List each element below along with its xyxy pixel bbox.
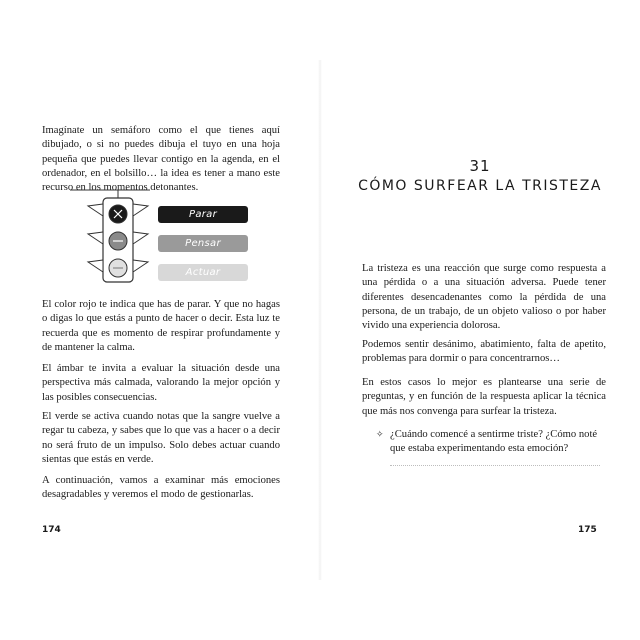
page-number-left: 174 — [42, 525, 61, 535]
right-page — [320, 0, 640, 640]
question-text: ¿Cuándo comencé a sentirme triste? ¿Cómo noté que estaba experimentando esta emoción? — [390, 429, 598, 455]
questions-paragraph: En estos casos lo mejor es plantearse una serie de preguntas, y en función de la respuesta aplicar la técnica que más nos convenga para surfear la tristeza. — [362, 377, 606, 417]
chapter-number: 31 — [469, 157, 491, 175]
think-label: Pensar — [158, 235, 248, 252]
chapter-title: CÓMO SURFEAR LA TRISTEZA — [358, 178, 602, 194]
intro-paragraph: Imagínate un semáforo como el que tienes aquí dibujado, o si no puedes dibuja el tuyo en una hoja pequeña que puedes llevar contigo en la agenda, en el ordenador, en el bolsillo… la idea es tener a mano este recurso en los momentos detonantes. — [42, 125, 280, 194]
red-paragraph: El color rojo te indica que has de parar. Y que no hagas o digas lo que estás a punto de hacer o decir. Esta luz te recuerda que es momento de respirar profundamente y de mantener la calma. — [42, 299, 280, 353]
answer-line — [390, 465, 600, 466]
amber-paragraph: El ámbar te invita a evaluar la situación desde una perspectiva más calmada, valorando la mejor opción y las posibles consecuencias. — [42, 363, 280, 403]
sparkle-bullet-icon: ✧ — [376, 430, 384, 440]
page-number-right: 175 — [578, 525, 597, 535]
traffic-light-icon — [70, 188, 150, 284]
closing-paragraph: A continuación, vamos a examinar más emociones desagradables y veremos el modo de gestionarlas. — [42, 475, 280, 501]
act-label: Actuar — [158, 264, 248, 281]
stop-label: Parar — [158, 206, 248, 223]
tristeza-intro-paragraph: La tristeza es una reacción que surge como respuesta a una pérdida o a una situación adversa. Puede tener diferentes desencadenantes como la pérdida de una persona, de un trabajo, de un objeto valioso o por haber vivido una experiencia dolorosa. — [362, 263, 606, 332]
green-paragraph: El verde se activa cuando notas que la sangre vuelve a regar tu cabeza, y sabes que lo que vas a hacer o a decir no será fruto de un impulso. Solo debes actuar cuando sientas que estás en verde. — [42, 411, 280, 465]
traffic-light-figure — [70, 188, 280, 284]
symptoms-paragraph: Podemos sentir desánimo, abatimiento, falta de apetito, problemas para dormir o para concentrarnos… — [362, 339, 606, 365]
question-item — [376, 428, 606, 457]
